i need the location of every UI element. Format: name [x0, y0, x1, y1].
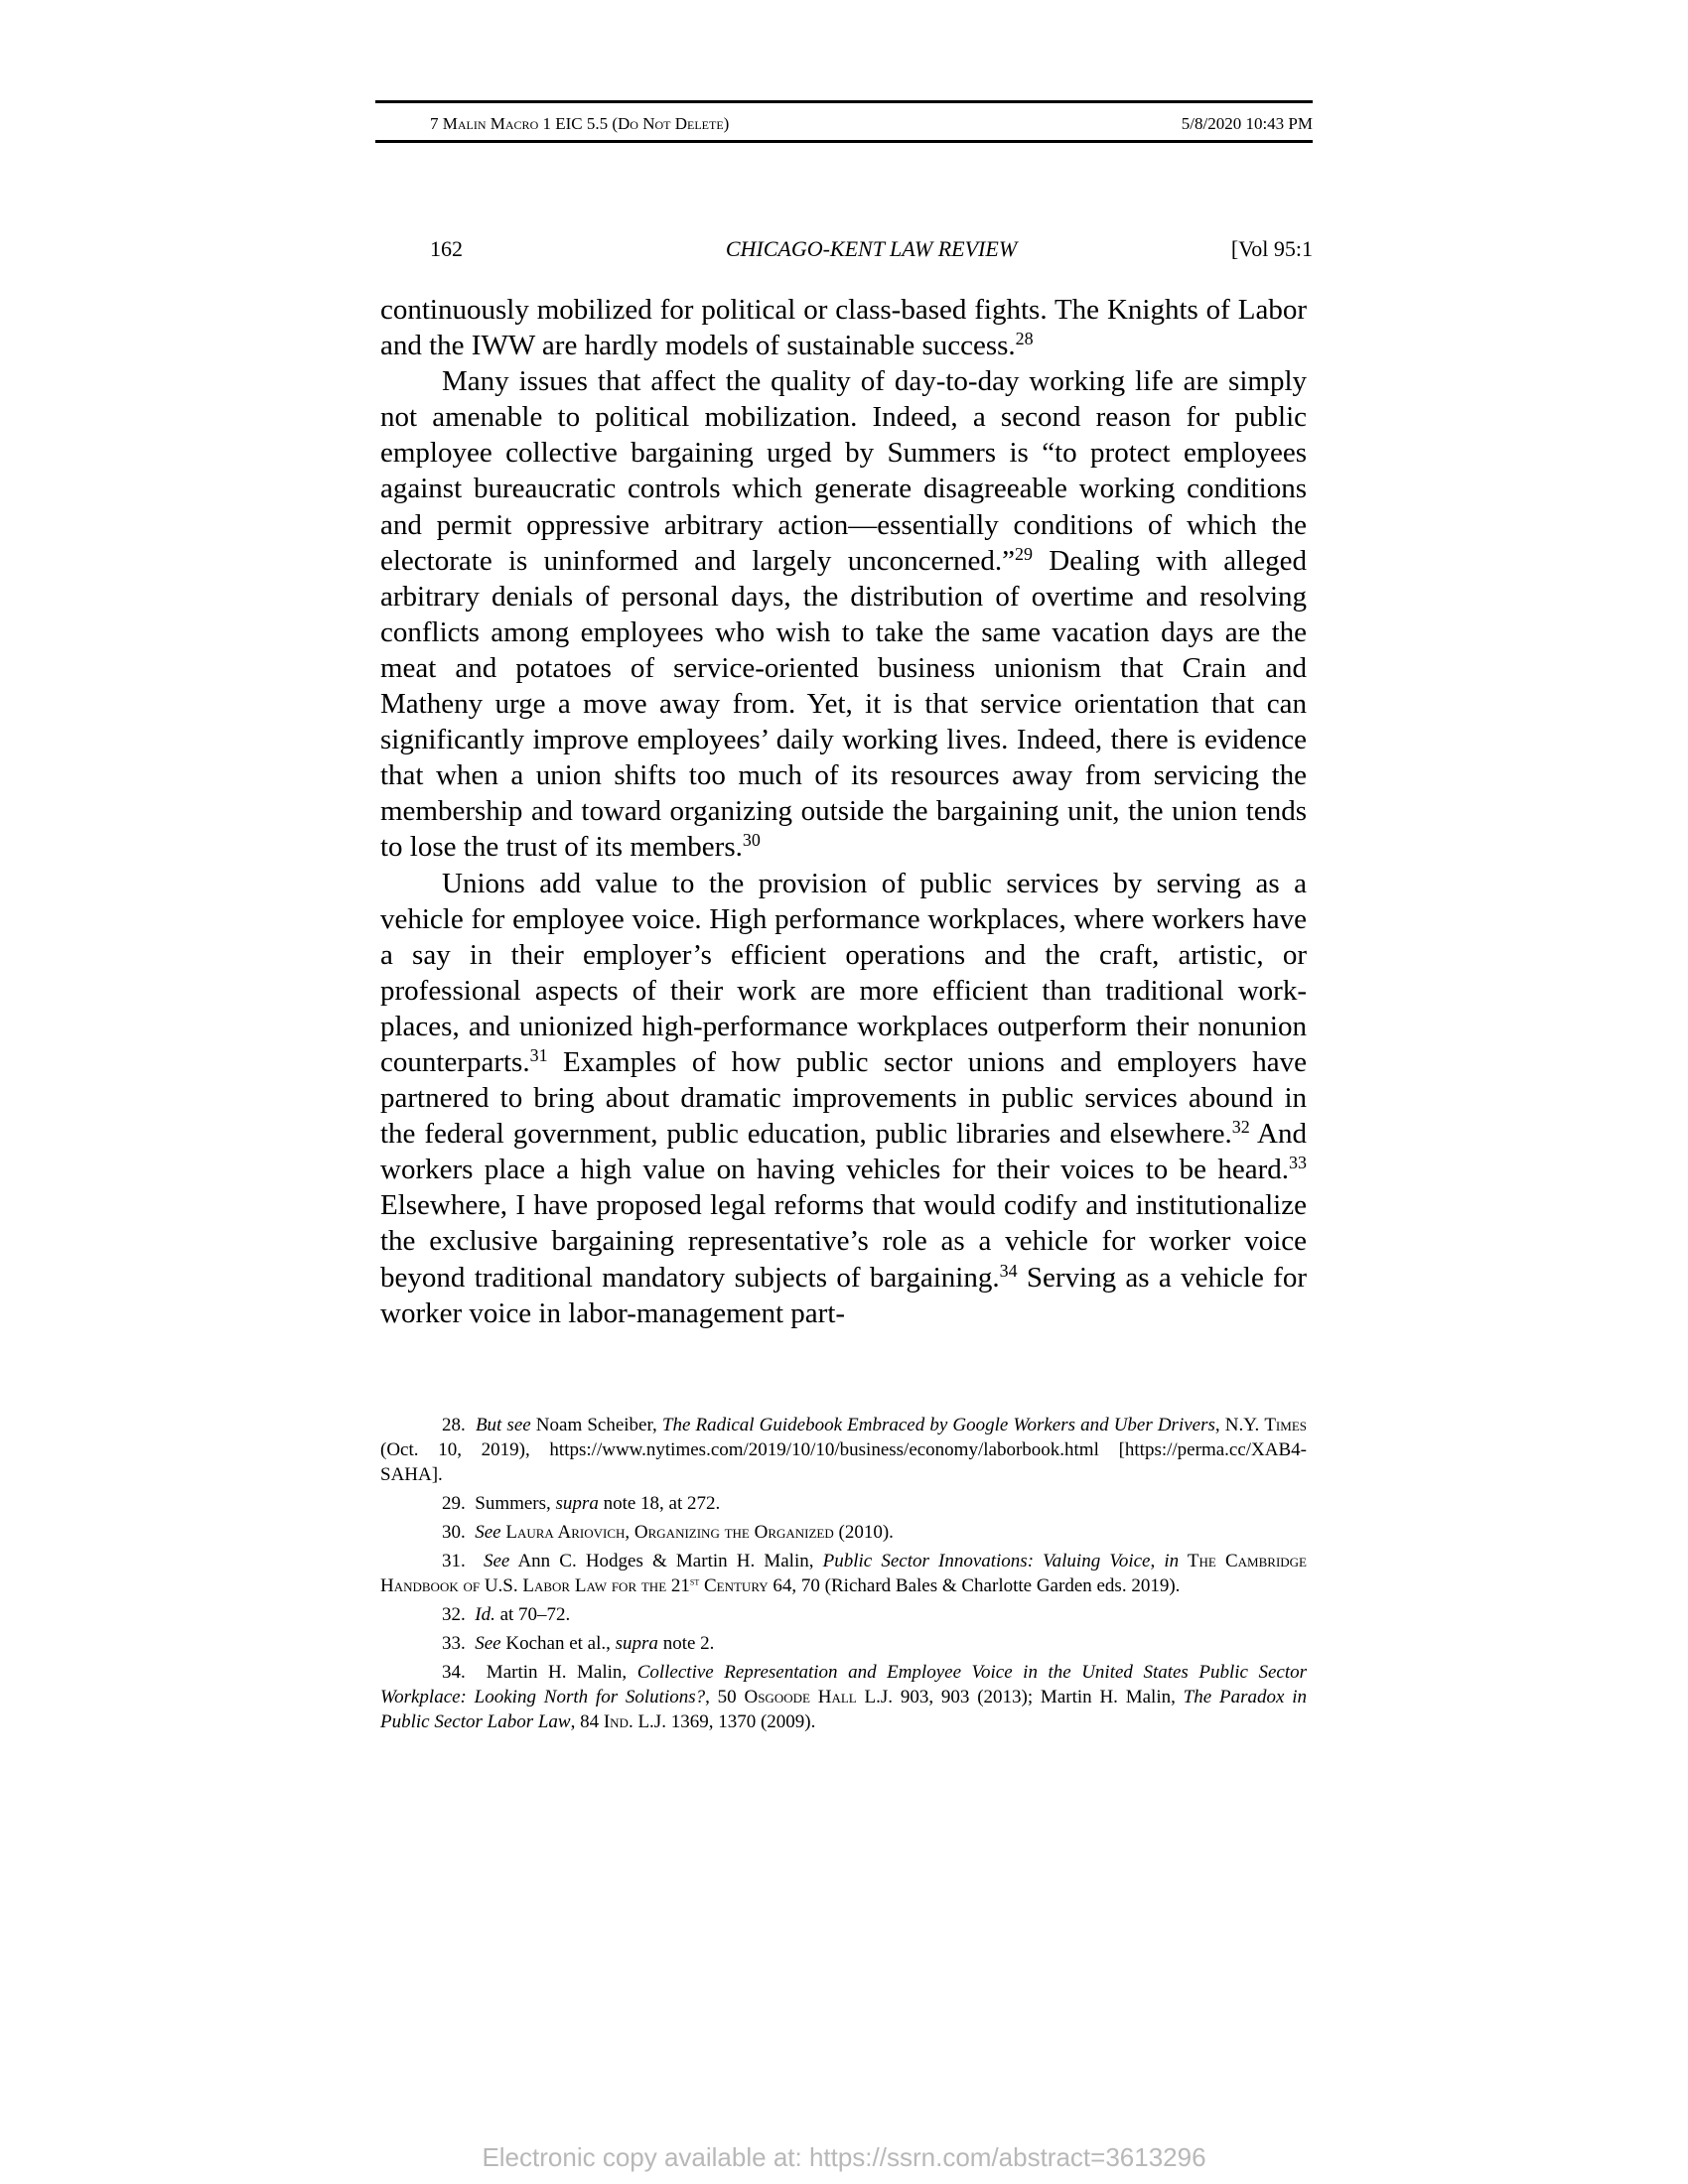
paragraph-text: Many issues that affect the quality of day-to-day working life are simply not amenable to political mobilization. Indeed, a second reason for public employee collective bargaining urged by Summers is “to protect employees against bureaucratic controls which generate disagreeable working conditions and permit oppressive arbitrary action—essentially conditions of which the electorate is uninformed and largely unconcerned.”: [380, 365, 1307, 577]
footnote-number: 33.: [442, 1633, 466, 1654]
footnote-text[interactable]: (Oct. 10, 2019), https://www.nytimes.com/2019/10/10/business/economy/laborbook.html [https://perma.cc/XAB4-SAHA].: [380, 1439, 1307, 1485]
page-number: 162: [430, 236, 463, 261]
footnote-text: , N.Y.: [1214, 1415, 1265, 1435]
bottom-rule: [375, 140, 1313, 143]
top-rule: [375, 100, 1313, 103]
footnote-ref[interactable]: 31: [529, 1045, 548, 1066]
citation-signal: See: [484, 1551, 510, 1571]
book-title: Century: [699, 1575, 769, 1596]
footnote-28: [380, 1413, 1307, 1487]
cited-title: Collective Representation and Employee Voice in the United States Public Sector Workplace: Looking North for Solutions?: [380, 1662, 1308, 1707]
paragraph-1: [380, 292, 1307, 363]
footnote-ref[interactable]: 28: [1015, 329, 1034, 349]
citation-signal: supra: [615, 1633, 658, 1654]
footnote-ref[interactable]: 30: [742, 830, 761, 851]
footnote-ref[interactable]: 33: [1289, 1153, 1307, 1173]
footnote-text: ,: [1150, 1551, 1165, 1571]
citation-signal: See: [475, 1522, 501, 1543]
journal-name: Osgoode Hall: [744, 1687, 857, 1707]
footnote-text: Ann C. Hodges & Martin H. Malin,: [509, 1551, 823, 1571]
footnote-text: at 70–72.: [494, 1604, 571, 1625]
paragraph-3: [380, 866, 1307, 1331]
footnote-text: 64, 70 (Richard Bales & Charlotte Garden eds. 2019).: [768, 1575, 1181, 1596]
footnote-number: 28.: [442, 1415, 466, 1435]
journal-name: Ind.: [603, 1711, 633, 1732]
footnote-number: 30.: [442, 1522, 466, 1543]
book-title: Laura Ariovich, Organizing the Organized: [505, 1522, 834, 1543]
footnote-number: 29.: [442, 1493, 466, 1514]
journal-title: CHICAGO-KENT LAW REVIEW: [725, 236, 1018, 261]
ssrn-footer: Electronic copy available at: https://ssrn.com/abstract=3613296: [482, 2142, 1206, 2172]
paragraph-text: Serving as a vehicle for worker voice in labor-management part-: [380, 1261, 1307, 1329]
footnote-30: [380, 1520, 1307, 1545]
cited-title: The Radical Guidebook Embraced by Google Workers and Uber Drivers: [661, 1415, 1215, 1435]
footnote-33: [380, 1631, 1307, 1656]
citation-signal: in: [1164, 1551, 1180, 1571]
citation-signal: supra: [555, 1493, 599, 1514]
footnote-34: [380, 1660, 1307, 1734]
footnote-32: [380, 1602, 1307, 1627]
footnotes: [380, 1413, 1307, 1738]
footnote-text: L.J. 903, 903 (2013); Martin H. Malin,: [856, 1687, 1184, 1707]
paragraph-2: [380, 363, 1307, 865]
footnote-ref[interactable]: 29: [1015, 543, 1033, 564]
body-text: [380, 292, 1307, 1331]
footnote-ref[interactable]: 34: [999, 1260, 1018, 1281]
footnote-number: 32.: [442, 1604, 466, 1625]
paragraph-text: Dealing with alleged arbitrary denials of personal days, the distribution of overtime and resolving conflicts among employees who wish to take the same vacation days are the meat and potatoes of service-oriented business unionism that Crain and Matheny urge a move away from. Yet, it is that service orientation that can significantly improve employees’ daily working lives. Indeed, there is evidence that when a union shifts too much of its resources away from servicing the membership and toward organizing outside the bargaining unit, the union tends to lose the trust of its members.: [380, 544, 1307, 864]
book-title: The Cambridge Handbook of U.S. Labor Law for the 21: [380, 1551, 1307, 1596]
footnote-text: , 84: [570, 1711, 604, 1732]
citation-signal: Id.: [475, 1604, 495, 1625]
footnote-number: 31.: [442, 1551, 466, 1571]
cited-title: The Paradox in Public Sector Labor Law: [380, 1687, 1307, 1732]
footnote-text: , 50: [705, 1687, 745, 1707]
ordinal-suffix: st: [689, 1574, 700, 1588]
cited-title: Public Sector Innovations: Valuing Voice: [822, 1551, 1151, 1571]
volume-label: [Vol 95:1: [1230, 236, 1313, 261]
publication-name: Times: [1264, 1415, 1307, 1435]
document-slug: 7 Malin Macro 1 EIC 5.5 (Do Not Delete): [430, 114, 730, 133]
footnote-text: note 2.: [657, 1633, 715, 1654]
footnote-text: Kochan et al.,: [500, 1633, 616, 1654]
footnote-text: (2010).: [833, 1522, 894, 1543]
footnote-ref[interactable]: 32: [1231, 1117, 1250, 1138]
paragraph-text: continuously mobilized for political or class-based fights. The Knights of Labor and the IWW are hardly models of sustainable success.: [380, 294, 1307, 362]
footnote-29: [380, 1491, 1307, 1516]
footnote-text: L.J. 1369, 1370 (2009).: [633, 1711, 816, 1732]
paragraph-text: Unions add value to the provision of public services by serving as a vehicle for employee voice. High performance workplaces, where workers have a say in their employer’s efficient operations and the craft, artistic, or professional aspects of their work are more efficient than traditional workplaces, and unionized high-performance workplaces outperform their nonunion counterparts.: [380, 867, 1307, 1078]
paragraph-text: And workers place a high value on having vehicles for their voices to be heard.: [380, 1118, 1307, 1186]
running-head: [430, 236, 1313, 266]
document-timestamp: 5/8/2020 10:43 PM: [1181, 114, 1313, 133]
paragraph-text: Examples of how public sector unions and employers have partnered to bring about dramatic improvements in public services abound in the federal government, public education, public libraries and elsewhere.: [380, 1045, 1307, 1151]
citation-signal: But see: [475, 1415, 531, 1435]
footnote-text: Summers,: [475, 1493, 556, 1514]
citation-signal: See: [475, 1633, 501, 1654]
paragraph-text: Elsewhere, I have proposed legal reforms that would codify and institutionalize the exclusive bargaining representative’s role as a vehicle for worker voice beyond traditional mandatory subjects of bargaining.: [380, 1189, 1307, 1294]
footnote-31: [380, 1549, 1307, 1598]
footnote-number: 34.: [442, 1662, 466, 1683]
footnote-text: Noam Scheiber,: [530, 1415, 662, 1435]
footnote-text: note 18, at 272.: [598, 1493, 721, 1514]
footnote-text: Martin H. Malin,: [486, 1662, 637, 1683]
